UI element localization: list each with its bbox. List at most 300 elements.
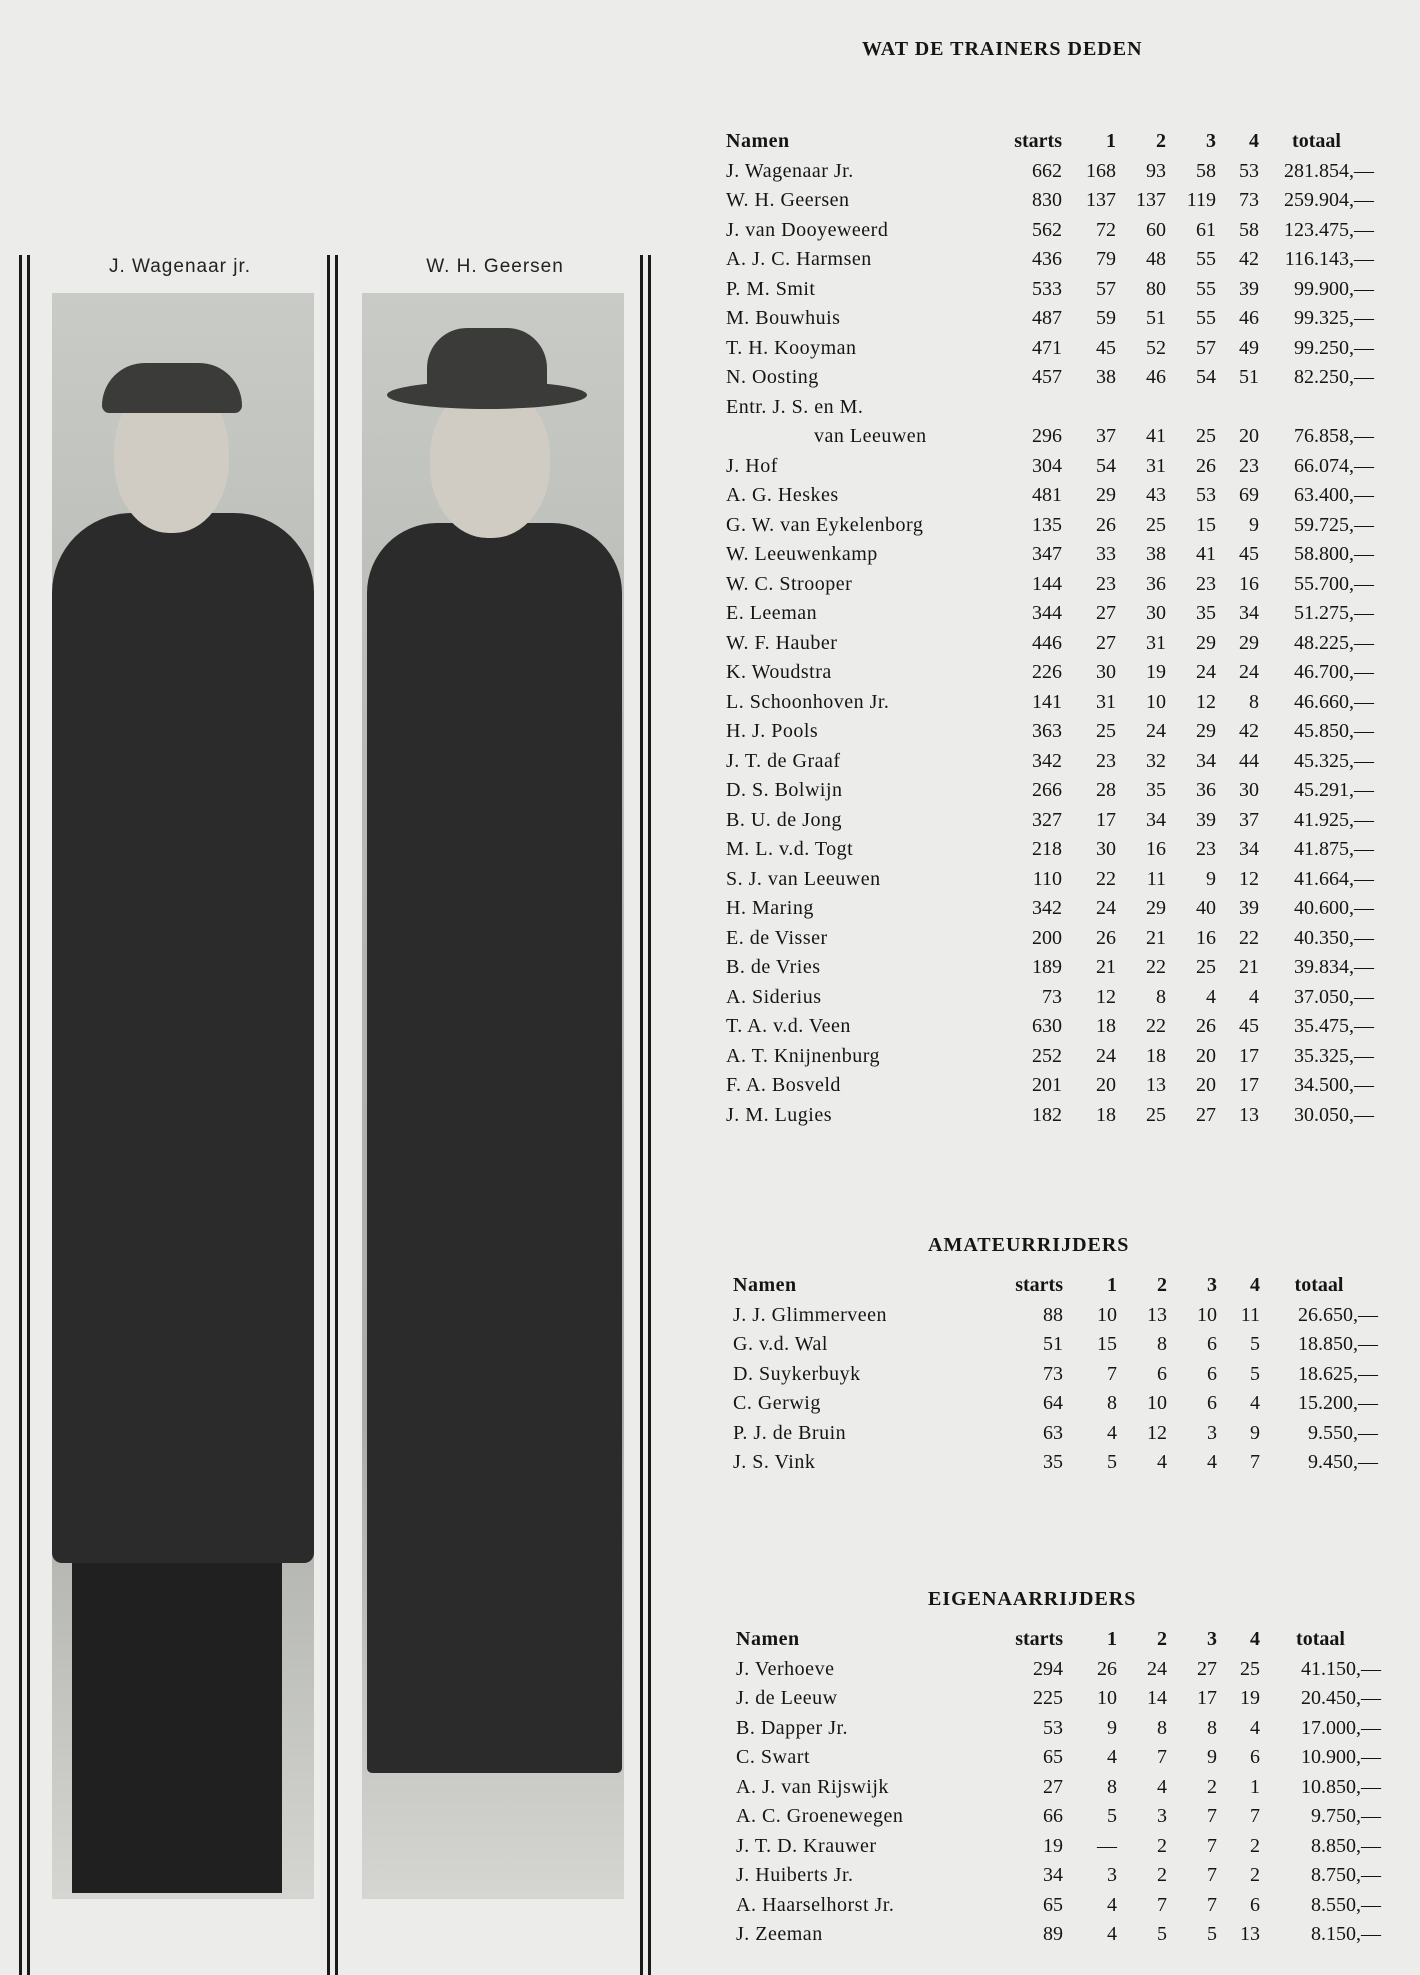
total-cell: 99.325,— — [1294, 307, 1374, 330]
number-cell: 252 — [1032, 1044, 1062, 1067]
number-cell: 23 — [1196, 572, 1216, 595]
number-cell: 24 — [1239, 661, 1259, 684]
number-cell: 27 — [1096, 631, 1116, 654]
number-cell: 23 — [1096, 749, 1116, 772]
name-cell: M. L. v.d. Togt — [726, 838, 854, 861]
number-cell: 13 — [1147, 1303, 1167, 1326]
name-cell: B. Dapper Jr. — [736, 1716, 849, 1739]
number-cell: 7 — [1207, 1834, 1217, 1857]
total-cell: 66.074,— — [1294, 454, 1374, 477]
number-cell: 25 — [1196, 425, 1216, 448]
number-cell: 29 — [1196, 720, 1216, 743]
table-row — [726, 599, 1374, 629]
number-cell: 14 — [1147, 1687, 1167, 1710]
name-cell: T. A. v.d. Veen — [726, 1015, 851, 1038]
name-cell: H. J. Pools — [726, 720, 819, 743]
table-row — [733, 1448, 1378, 1478]
number-cell: 58 — [1196, 159, 1216, 182]
number-cell: 29 — [1239, 631, 1259, 654]
number-cell: 64 — [1043, 1392, 1063, 1415]
number-cell: 24 — [1146, 720, 1166, 743]
column-header: 1 — [1106, 130, 1116, 152]
number-cell: 57 — [1196, 336, 1216, 359]
number-cell: 7 — [1157, 1746, 1167, 1769]
number-cell: 110 — [1032, 867, 1062, 890]
number-cell: 28 — [1096, 779, 1116, 802]
total-cell: 58.800,— — [1294, 543, 1374, 566]
name-cell: J. Huiberts Jr. — [736, 1864, 854, 1887]
table-row — [726, 245, 1374, 275]
table-row — [736, 1654, 1381, 1684]
number-cell: 4 — [1107, 1893, 1117, 1916]
total-cell — [1259, 392, 1374, 422]
number-cell: 45 — [1239, 1015, 1259, 1038]
table-row — [726, 1041, 1374, 1071]
name-cell: Entr. J. S. en M. — [726, 395, 864, 418]
number-cell: 25 — [1196, 956, 1216, 979]
number-cell: 436 — [1032, 248, 1062, 271]
number-cell: 37 — [1239, 808, 1259, 831]
number-cell: 2 — [1207, 1775, 1217, 1798]
number-cell: 55 — [1196, 248, 1216, 271]
name-cell: K. Woudstra — [726, 661, 832, 684]
table-row — [726, 805, 1374, 835]
total-cell: 30.050,— — [1294, 1103, 1374, 1126]
number-cell: — — [1097, 1834, 1117, 1857]
table-row — [736, 1802, 1381, 1832]
number-cell: 31 — [1096, 690, 1116, 713]
name-cell: J. van Dooyeweerd — [726, 218, 889, 241]
number-cell: 4 — [1107, 1746, 1117, 1769]
table-row — [736, 1743, 1381, 1773]
number-cell: 481 — [1032, 484, 1062, 507]
number-cell: 2 — [1250, 1834, 1260, 1857]
number-cell: 30 — [1096, 661, 1116, 684]
name-cell: W. C. Strooper — [726, 572, 853, 595]
total-cell: 9.550,— — [1308, 1421, 1378, 1444]
number-cell: 21 — [1096, 956, 1116, 979]
number-cell: 662 — [1032, 159, 1062, 182]
total-cell: 40.350,— — [1294, 926, 1374, 949]
number-cell: 21 — [1146, 926, 1166, 949]
number-cell: 8 — [1156, 985, 1166, 1008]
column-header: 4 — [1249, 130, 1259, 152]
trainer-photo-right — [362, 293, 624, 1899]
table-row — [726, 569, 1374, 599]
number-cell: 168 — [1086, 159, 1116, 182]
column-header: 2 — [1157, 1628, 1167, 1650]
number-cell: 53 — [1043, 1716, 1063, 1739]
amateurs-table — [733, 1270, 1378, 1477]
owners-title: EIGENAARRIJDERS — [928, 1588, 1137, 1610]
number-cell: 4 — [1107, 1923, 1117, 1946]
total-cell: 26.650,— — [1298, 1303, 1378, 1326]
total-cell: 35.475,— — [1294, 1015, 1374, 1038]
name-cell: A. J. van Rijswijk — [736, 1775, 889, 1798]
table-row — [726, 894, 1374, 924]
number-cell: 35 — [1196, 602, 1216, 625]
total-cell: 9.750,— — [1311, 1805, 1381, 1828]
number-cell: 33 — [1096, 543, 1116, 566]
number-cell: 7 — [1250, 1451, 1260, 1474]
number-cell: 200 — [1032, 926, 1062, 949]
number-cell: 49 — [1239, 336, 1259, 359]
number-cell — [1062, 392, 1116, 422]
number-cell: 61 — [1196, 218, 1216, 241]
name-cell: J. T. D. Krauwer — [736, 1834, 877, 1857]
number-cell: 48 — [1146, 248, 1166, 271]
number-cell: 24 — [1096, 1044, 1116, 1067]
number-cell: 53 — [1239, 159, 1259, 182]
total-cell: 82.250,— — [1294, 366, 1374, 389]
total-cell: 40.600,— — [1294, 897, 1374, 920]
name-cell: J. Wagenaar Jr. — [726, 159, 854, 182]
table-row — [726, 481, 1374, 511]
number-cell: 69 — [1239, 484, 1259, 507]
number-cell: 16 — [1196, 926, 1216, 949]
number-cell: 26 — [1196, 1015, 1216, 1038]
table-row — [726, 1100, 1374, 1130]
number-cell: 1 — [1250, 1775, 1260, 1798]
table-row — [736, 1920, 1381, 1950]
number-cell: 4 — [1249, 985, 1259, 1008]
trainers-table — [726, 126, 1374, 1130]
table-row — [733, 1330, 1378, 1360]
name-cell: J. J. Glimmerveen — [733, 1303, 888, 1326]
number-cell: 9 — [1207, 1746, 1217, 1769]
number-cell: 8 — [1157, 1716, 1167, 1739]
name-cell: L. Schoonhoven Jr. — [726, 690, 890, 713]
number-cell: 36 — [1146, 572, 1166, 595]
table-row — [726, 835, 1374, 865]
name-cell: A. Siderius — [726, 985, 822, 1008]
table-row — [736, 1713, 1381, 1743]
number-cell: 60 — [1146, 218, 1166, 241]
trainers-title: WAT DE TRAINERS DEDEN — [862, 38, 1143, 60]
number-cell: 5 — [1250, 1333, 1260, 1356]
number-cell: 8 — [1107, 1392, 1117, 1415]
name-cell: J. Zeeman — [736, 1923, 823, 1946]
number-cell: 37 — [1096, 425, 1116, 448]
total-cell: 41.875,— — [1294, 838, 1374, 861]
number-cell: 35 — [1043, 1451, 1063, 1474]
number-cell: 201 — [1032, 1074, 1062, 1097]
number-cell: 17 — [1239, 1044, 1259, 1067]
table-row — [726, 628, 1374, 658]
number-cell: 347 — [1032, 543, 1062, 566]
name-cell: J. Verhoeve — [736, 1657, 835, 1680]
table-row — [726, 1012, 1374, 1042]
number-cell: 13 — [1146, 1074, 1166, 1097]
table-row — [726, 156, 1374, 186]
column-header: starts — [1014, 130, 1062, 152]
name-cell: A. T. Knijnenburg — [726, 1044, 881, 1067]
number-cell: 88 — [1043, 1303, 1063, 1326]
number-cell: 189 — [1032, 956, 1062, 979]
name-cell: A. C. Groenewegen — [736, 1805, 904, 1828]
number-cell: 19 — [1146, 661, 1166, 684]
number-cell: 22 — [1146, 956, 1166, 979]
table-row — [733, 1418, 1378, 1448]
name-cell: P. J. de Bruin — [733, 1421, 847, 1444]
number-cell: 54 — [1096, 454, 1116, 477]
number-cell: 17 — [1096, 808, 1116, 831]
number-cell: 26 — [1096, 926, 1116, 949]
table-row — [726, 333, 1374, 363]
number-cell: 2 — [1157, 1834, 1167, 1857]
total-cell: 10.900,— — [1301, 1746, 1381, 1769]
total-cell: 46.700,— — [1294, 661, 1374, 684]
number-cell: 2 — [1157, 1864, 1167, 1887]
total-cell: 59.725,— — [1294, 513, 1374, 536]
number-cell: 533 — [1032, 277, 1062, 300]
number-cell: 7 — [1107, 1362, 1117, 1385]
number-cell: 65 — [1043, 1746, 1063, 1769]
number-cell: 4 — [1250, 1392, 1260, 1415]
table-row — [726, 392, 1374, 422]
number-cell: 9 — [1107, 1716, 1117, 1739]
name-cell: C. Swart — [736, 1746, 810, 1769]
number-cell: 34 — [1239, 602, 1259, 625]
total-cell: 123.475,— — [1284, 218, 1374, 241]
number-cell: 3 — [1107, 1864, 1117, 1887]
total-cell: 76.858,— — [1294, 425, 1374, 448]
name-cell: D. S. Bolwijn — [726, 779, 843, 802]
table-row — [726, 776, 1374, 806]
total-cell: 116.143,— — [1284, 248, 1374, 271]
number-cell: 65 — [1043, 1893, 1063, 1916]
number-cell: 9 — [1206, 867, 1216, 890]
number-cell: 79 — [1096, 248, 1116, 271]
number-cell: 73 — [1043, 1362, 1063, 1385]
number-cell: 32 — [1146, 749, 1166, 772]
number-cell: 7 — [1157, 1893, 1167, 1916]
table-row — [726, 215, 1374, 245]
name-cell: T. H. Kooyman — [726, 336, 857, 359]
table-row — [733, 1300, 1378, 1330]
number-cell: 225 — [1033, 1687, 1063, 1710]
table-row — [726, 1071, 1374, 1101]
number-cell: 52 — [1146, 336, 1166, 359]
total-cell: 9.450,— — [1308, 1451, 1378, 1474]
name-cell: J. Hof — [726, 454, 778, 477]
number-cell: 44 — [1239, 749, 1259, 772]
number-cell: 46 — [1239, 307, 1259, 330]
table-row — [736, 1831, 1381, 1861]
total-cell: 10.850,— — [1301, 1775, 1381, 1798]
column-header: 4 — [1250, 1628, 1260, 1650]
number-cell: 8 — [1249, 690, 1259, 713]
number-cell: 12 — [1096, 985, 1116, 1008]
number-cell: 20 — [1196, 1044, 1216, 1067]
number-cell: 38 — [1096, 366, 1116, 389]
number-cell: 342 — [1032, 749, 1062, 772]
table-row — [726, 510, 1374, 540]
number-cell: 446 — [1032, 631, 1062, 654]
number-cell: 34 — [1196, 749, 1216, 772]
number-cell: 66 — [1043, 1805, 1063, 1828]
total-cell: 18.625,— — [1298, 1362, 1378, 1385]
table-row — [726, 923, 1374, 953]
column-header: Namen — [733, 1274, 797, 1296]
number-cell: 141 — [1032, 690, 1062, 713]
total-cell: 99.900,— — [1294, 277, 1374, 300]
amateurs-title: AMATEURRIJDERS — [928, 1234, 1130, 1256]
number-cell: 144 — [1032, 572, 1062, 595]
number-cell: 38 — [1146, 543, 1166, 566]
number-cell: 20 — [1239, 425, 1259, 448]
number-cell: 16 — [1146, 838, 1166, 861]
number-cell: 218 — [1032, 838, 1062, 861]
name-cell: J. M. Lugies — [726, 1103, 832, 1126]
number-cell: 31 — [1146, 631, 1166, 654]
total-cell: 281.854,— — [1284, 159, 1374, 182]
name-cell: J. T. de Graaf — [726, 749, 841, 772]
number-cell: 46 — [1146, 366, 1166, 389]
number-cell: 2 — [1250, 1864, 1260, 1887]
number-cell: 18 — [1096, 1015, 1116, 1038]
total-cell: 8.150,— — [1311, 1923, 1381, 1946]
number-cell: 59 — [1096, 307, 1116, 330]
column-header: 1 — [1107, 1628, 1117, 1650]
table-row — [726, 953, 1374, 983]
number-cell: 25 — [1146, 513, 1166, 536]
number-cell: 17 — [1239, 1074, 1259, 1097]
number-cell: 93 — [1146, 159, 1166, 182]
number-cell: 4 — [1207, 1451, 1217, 1474]
photo-coat — [52, 513, 314, 1563]
number-cell: 34 — [1239, 838, 1259, 861]
number-cell: 5 — [1250, 1362, 1260, 1385]
number-cell: 487 — [1032, 307, 1062, 330]
number-cell: 51 — [1043, 1333, 1063, 1356]
number-cell: 25 — [1096, 720, 1116, 743]
column-header: 3 — [1207, 1628, 1217, 1650]
total-cell: 18.850,— — [1298, 1333, 1378, 1356]
number-cell: 9 — [1250, 1421, 1260, 1444]
frame-line — [27, 255, 30, 1975]
name-cell: W. F. Hauber — [726, 631, 838, 654]
number-cell: 18 — [1146, 1044, 1166, 1067]
number-cell: 137 — [1136, 189, 1166, 212]
number-cell: 830 — [1032, 189, 1062, 212]
number-cell: 294 — [1033, 1657, 1063, 1680]
number-cell: 27 — [1043, 1775, 1063, 1798]
total-cell: 37.050,— — [1294, 985, 1374, 1008]
number-cell: 296 — [1032, 425, 1062, 448]
table-row — [726, 746, 1374, 776]
number-cell: 51 — [1239, 366, 1259, 389]
number-cell: 40 — [1196, 897, 1216, 920]
table-row — [726, 422, 1374, 452]
number-cell: 457 — [1032, 366, 1062, 389]
number-cell: 89 — [1043, 1923, 1063, 1946]
number-cell: 43 — [1146, 484, 1166, 507]
number-cell: 4 — [1157, 1451, 1167, 1474]
number-cell: 63 — [1043, 1421, 1063, 1444]
number-cell: 6 — [1250, 1746, 1260, 1769]
number-cell: 45 — [1096, 336, 1116, 359]
total-cell: 45.291,— — [1294, 779, 1374, 802]
column-header: totaal — [1294, 1274, 1344, 1296]
name-cell: B. de Vries — [726, 956, 821, 979]
number-cell: 8 — [1207, 1716, 1217, 1739]
table-header-row — [733, 1270, 1378, 1300]
number-cell: 562 — [1032, 218, 1062, 241]
column-header: Namen — [726, 130, 790, 152]
table-row — [726, 451, 1374, 481]
number-cell: 3 — [1157, 1805, 1167, 1828]
number-cell: 26 — [1096, 513, 1116, 536]
number-cell: 119 — [1186, 189, 1216, 212]
number-cell: 10 — [1097, 1303, 1117, 1326]
number-cell: 23 — [1096, 572, 1116, 595]
number-cell: 19 — [1240, 1687, 1260, 1710]
total-cell: 35.325,— — [1294, 1044, 1374, 1067]
column-header: 1 — [1107, 1274, 1117, 1296]
total-cell: 45.325,— — [1294, 749, 1374, 772]
total-cell: 41.664,— — [1294, 867, 1374, 890]
table-header-row — [736, 1624, 1381, 1654]
column-header: Namen — [736, 1628, 800, 1650]
number-cell: 5 — [1157, 1923, 1167, 1946]
column-header: 4 — [1250, 1274, 1260, 1296]
total-cell: 8.550,— — [1311, 1893, 1381, 1916]
number-cell: 54 — [1196, 366, 1216, 389]
number-cell: 55 — [1196, 307, 1216, 330]
photo-coat — [367, 523, 622, 1773]
number-cell: 18 — [1096, 1103, 1116, 1126]
number-cell: 327 — [1032, 808, 1062, 831]
table-row — [733, 1359, 1378, 1389]
number-cell: 12 — [1147, 1421, 1167, 1444]
trainer-photo-left — [52, 293, 314, 1899]
number-cell: 24 — [1196, 661, 1216, 684]
table-row — [736, 1861, 1381, 1891]
table-row — [726, 540, 1374, 570]
column-header: 2 — [1156, 130, 1166, 152]
number-cell: 24 — [1147, 1657, 1167, 1680]
name-cell: H. Maring — [726, 897, 814, 920]
name-cell: C. Gerwig — [733, 1392, 821, 1415]
number-cell: 7 — [1207, 1893, 1217, 1916]
number-cell: 7 — [1250, 1805, 1260, 1828]
number-cell: 23 — [1239, 454, 1259, 477]
number-cell: 30 — [1146, 602, 1166, 625]
number-cell: 8 — [1157, 1333, 1167, 1356]
number-cell: 12 — [1239, 867, 1259, 890]
number-cell: 39 — [1239, 897, 1259, 920]
number-cell: 5 — [1107, 1451, 1117, 1474]
number-cell: 471 — [1032, 336, 1062, 359]
number-cell: 17 — [1197, 1687, 1217, 1710]
number-cell — [1166, 392, 1216, 422]
number-cell: 73 — [1239, 189, 1259, 212]
number-cell: 6 — [1207, 1333, 1217, 1356]
photo-hat-crown — [427, 328, 547, 398]
number-cell: 42 — [1239, 720, 1259, 743]
number-cell: 30 — [1096, 838, 1116, 861]
table-row — [736, 1890, 1381, 1920]
number-cell: 22 — [1096, 867, 1116, 890]
number-cell: 6 — [1207, 1392, 1217, 1415]
number-cell: 27 — [1096, 602, 1116, 625]
total-cell: 15.200,— — [1298, 1392, 1378, 1415]
number-cell: 24 — [1096, 897, 1116, 920]
number-cell: 9 — [1249, 513, 1259, 536]
number-cell: 182 — [1032, 1103, 1062, 1126]
table-row — [726, 982, 1374, 1012]
